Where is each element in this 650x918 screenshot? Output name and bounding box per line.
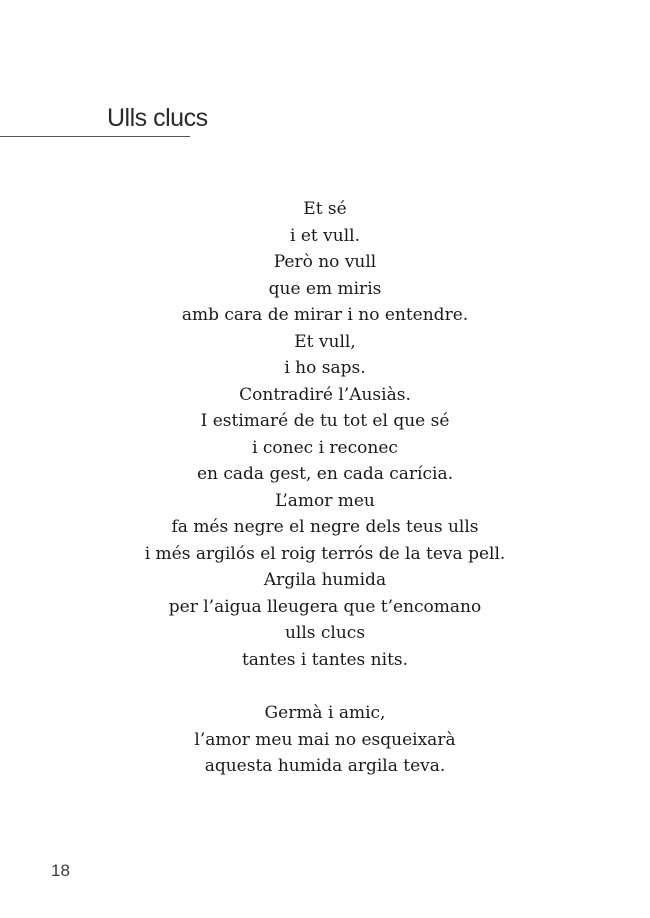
poem-line: i et vull.: [290, 225, 360, 246]
poem-line: Contradiré l’Ausiàs.: [239, 384, 411, 405]
poem-line: L’amor meu: [275, 490, 375, 511]
poem-line: Però no vull: [273, 252, 377, 272]
poem-line: Argila humida: [263, 570, 387, 590]
stanza-1: [0, 196, 650, 673]
poem-line: ulls clucs: [284, 623, 366, 643]
stanza-2: [0, 700, 650, 780]
poem-line: i ho saps.: [284, 358, 366, 378]
poem-line: en cada gest, en cada carícia.: [196, 464, 453, 484]
poem-line: i conec i reconec: [252, 437, 398, 458]
poem-line: l’amor meu mai no esqueixarà: [194, 729, 456, 750]
poem-line: Et vull,: [294, 331, 356, 352]
poem-line: Germà i amic,: [264, 703, 386, 723]
poem-line: amb cara de mirar i no entendre.: [181, 305, 469, 325]
title-underline: [0, 136, 190, 137]
page-number: 18: [51, 861, 70, 880]
poem-line: que em miris: [268, 278, 382, 299]
page-title: Ulls clucs: [107, 104, 208, 132]
poem-line: fa més negre el negre dels teus ulls: [171, 517, 479, 537]
poem-body: [0, 196, 650, 780]
poem-line: Et sé: [303, 199, 347, 219]
poem-line: per l’aigua lleugera que t’encomano: [168, 596, 482, 617]
poem-line: i més argilós el roig terrós de la teva pell.: [144, 543, 506, 564]
poem-line: tantes i tantes nits.: [241, 649, 409, 670]
poem-line: aquesta humida argila teva.: [204, 756, 446, 776]
poem-line: I estimaré de tu tot el que sé: [200, 411, 450, 431]
